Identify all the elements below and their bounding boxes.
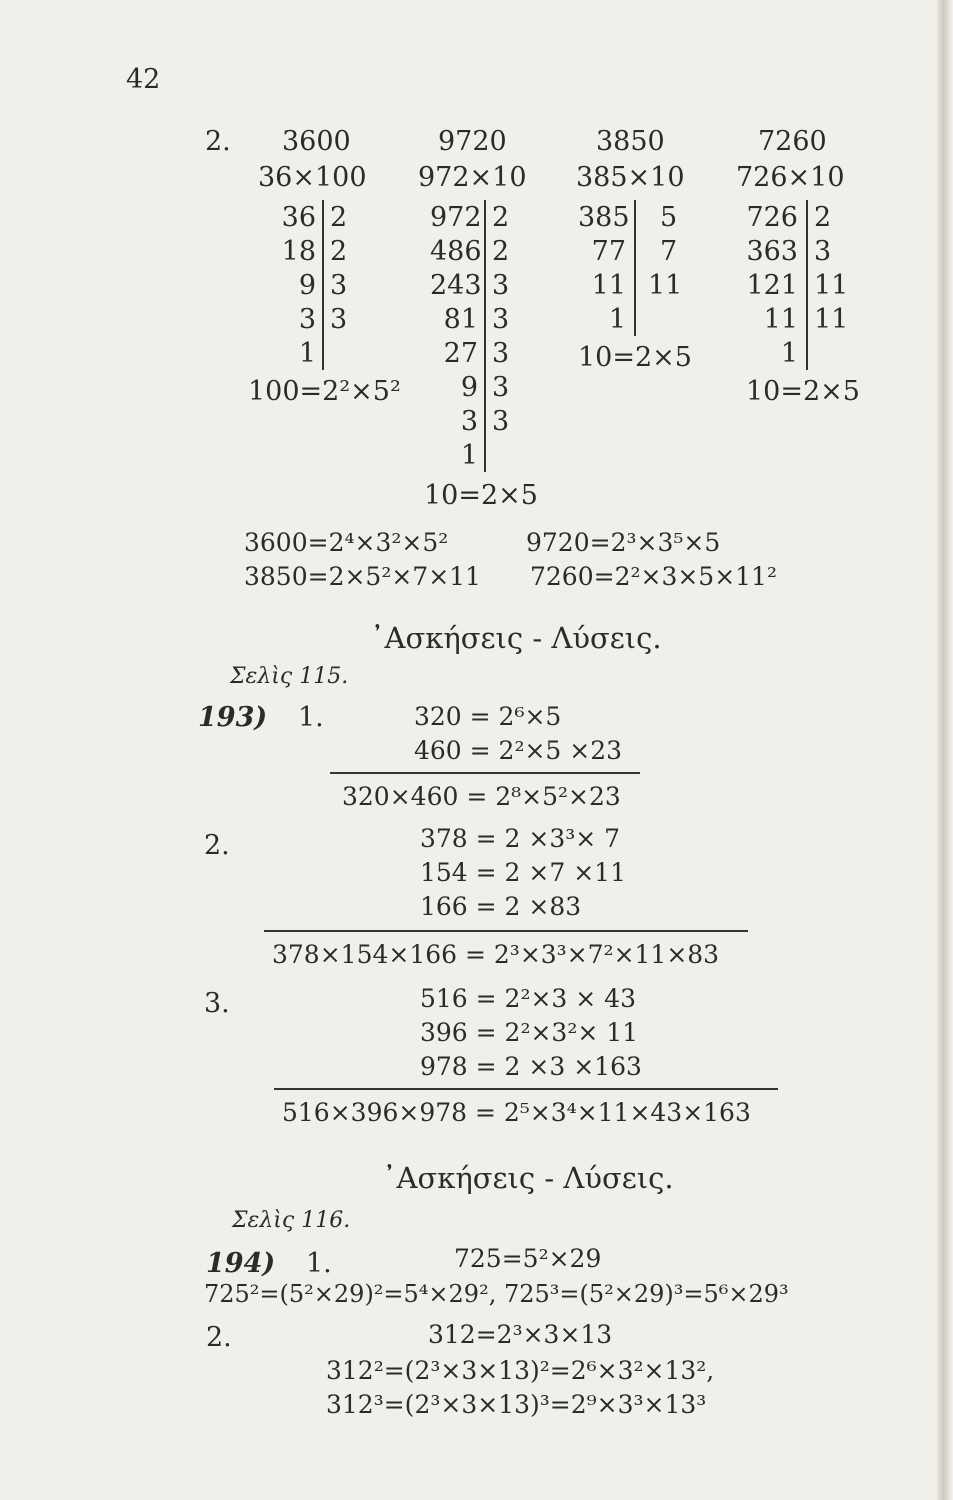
division-line (322, 200, 324, 370)
equation-line: 378 = 2 ×3³× 7 (420, 824, 621, 853)
prime-factor: 3 (814, 236, 832, 267)
equation-line: 460 = 2²×5 ×23 (414, 736, 623, 765)
page-number: 42 (126, 64, 161, 95)
equation-line: 312=2³×3×13 (428, 1320, 613, 1349)
prime-factor: 2 (492, 236, 510, 267)
prime-factor: 2 (330, 236, 348, 267)
prime-factor: 11 (814, 270, 849, 301)
section-heading: ᾿Ασκήσεις - Λύσεις. (370, 621, 662, 655)
prime-factor: 3 (492, 270, 510, 301)
factorization-result: 10=2×5 (578, 342, 692, 373)
dividend: 27 (443, 338, 478, 369)
prime-factor: 3 (492, 338, 510, 369)
prime-factor: 7 (660, 236, 678, 267)
equation-line: 312²=(2³×3×13)²=2⁶×3²×13², (326, 1356, 715, 1385)
sum-line (264, 930, 748, 932)
factorization-split: 36×100 (258, 162, 367, 193)
prime-factor: 3 (330, 270, 348, 301)
dividend: 3 (460, 406, 478, 437)
part-label: 2. (206, 1322, 232, 1353)
equation-line: 725²=(5²×29)²=5⁴×29², 725³=(5²×29)³=5⁶×29³ (204, 1280, 789, 1308)
summary-9720: 9720=2³×3⁵×5 (526, 528, 721, 557)
dividend: 385 (578, 202, 630, 233)
page-reference: Σελὶς 116. (232, 1208, 351, 1233)
dividend: 11 (591, 270, 626, 301)
dividend: 726 (746, 202, 798, 233)
prime-factor: 3 (492, 372, 510, 403)
summary-3850: 3850=2×5²×7×11 (244, 562, 481, 591)
dividend: 486 (430, 236, 482, 267)
equation-line: 516 = 2²×3 × 43 (420, 984, 636, 1013)
equation-line: 312³=(2³×3×13)³=2⁹×3³×13³ (326, 1390, 707, 1419)
equation-line: 725=5²×29 (454, 1244, 602, 1273)
division-line (634, 200, 636, 336)
equation-result: 378×154×166 = 2³×3³×7²×11×83 (272, 940, 720, 969)
factorization-result: 100=2²×5² (248, 376, 401, 407)
factorization-result: 10=2×5 (424, 480, 538, 511)
dividend: 363 (746, 236, 798, 267)
prime-factor: 11 (814, 304, 849, 335)
factorization-split: 726×10 (736, 162, 845, 193)
exercise-number: 193) (198, 702, 268, 733)
dividend: 1 (460, 440, 478, 471)
part-label: 1. (306, 1248, 332, 1279)
prime-factor: 3 (492, 304, 510, 335)
sum-line (274, 1088, 778, 1090)
prime-factor: 3 (492, 406, 510, 437)
dividend: 243 (430, 270, 482, 301)
page-edge-shadow (937, 0, 953, 1500)
dividend: 18 (281, 236, 316, 267)
division-line (806, 200, 808, 370)
equation-line: 978 = 2 ×3 ×163 (420, 1052, 642, 1081)
dividend: 9 (298, 270, 316, 301)
equation-result: 320×460 = 2⁸×5²×23 (342, 782, 621, 811)
dividend: 1 (298, 338, 316, 369)
dividend: 9 (460, 372, 478, 403)
equation-line: 320 = 2⁶×5 (414, 702, 562, 731)
factorization-number: 7260 (758, 126, 827, 157)
factorization-result: 10=2×5 (746, 376, 860, 407)
item-2-label: 2. (205, 126, 231, 157)
section-heading: ᾿Ασκήσεις - Λύσεις. (382, 1161, 674, 1195)
prime-factor: 2 (492, 202, 510, 233)
prime-factor: 5 (660, 202, 678, 233)
sum-line (330, 772, 640, 774)
prime-factor: 3 (330, 304, 348, 335)
factorization-number: 3600 (282, 126, 351, 157)
summary-7260: 7260=2²×3×5×11² (530, 562, 777, 591)
dividend: 77 (591, 236, 626, 267)
prime-factor: 2 (814, 202, 832, 233)
division-line (484, 200, 486, 472)
dividend: 1 (608, 304, 626, 335)
exercise-number: 194) (206, 1248, 276, 1279)
dividend: 121 (746, 270, 798, 301)
prime-factor: 11 (648, 270, 683, 301)
part-label: 1. (298, 702, 324, 733)
summary-3600: 3600=2⁴×3²×5² (244, 528, 449, 557)
factorization-number: 9720 (438, 126, 507, 157)
factorization-split: 385×10 (576, 162, 685, 193)
prime-factor: 2 (330, 202, 348, 233)
part-label: 2. (204, 830, 230, 861)
equation-line: 396 = 2²×3²× 11 (420, 1018, 639, 1047)
equation-result: 516×396×978 = 2⁵×3⁴×11×43×163 (282, 1098, 751, 1127)
dividend: 972 (430, 202, 482, 233)
part-label: 3. (204, 988, 230, 1019)
dividend: 1 (780, 338, 798, 369)
equation-line: 166 = 2 ×83 (420, 892, 582, 921)
page-reference: Σελὶς 115. (230, 664, 349, 689)
factorization-split: 972×10 (418, 162, 527, 193)
equation-line: 154 = 2 ×7 ×11 (420, 858, 626, 887)
dividend: 81 (443, 304, 478, 335)
dividend: 11 (763, 304, 798, 335)
dividend: 36 (281, 202, 316, 233)
factorization-number: 3850 (596, 126, 665, 157)
dividend: 3 (298, 304, 316, 335)
